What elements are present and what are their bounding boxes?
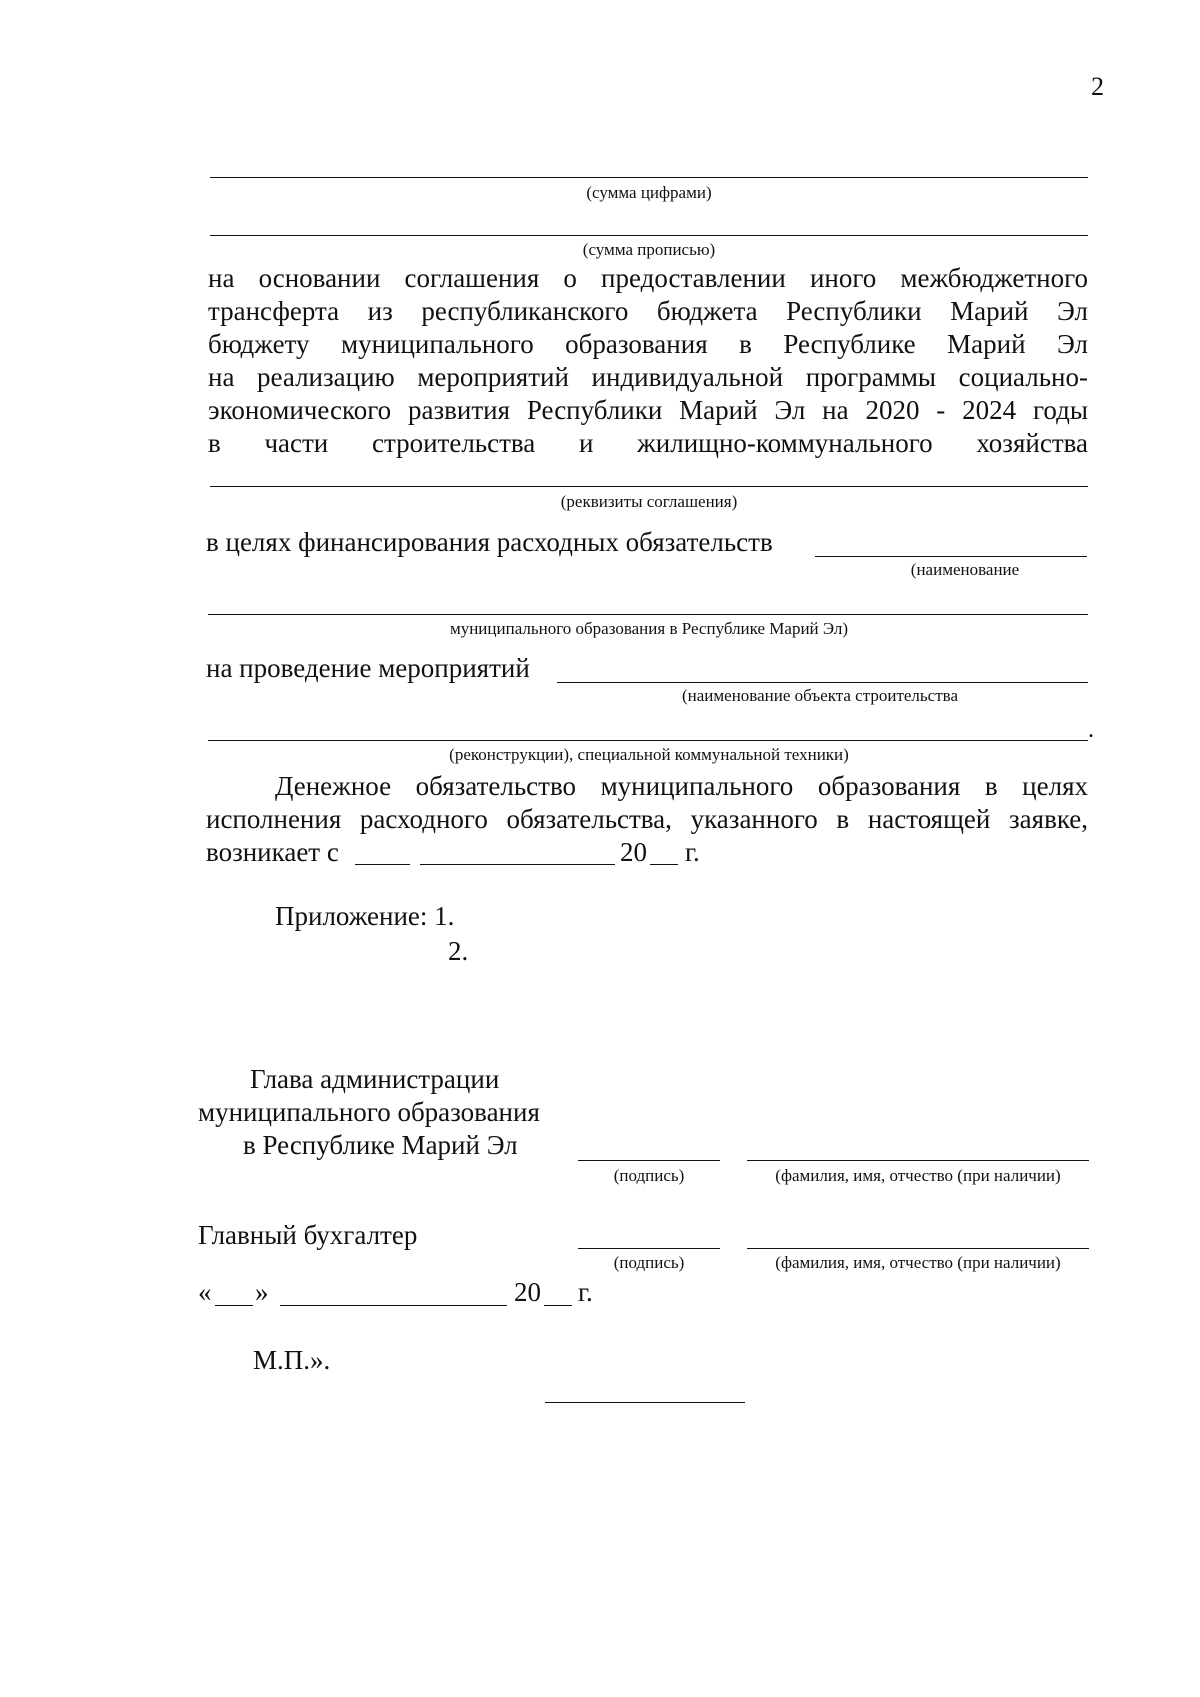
head-fio-line	[747, 1160, 1089, 1161]
obligation-prefix: возникает с	[206, 837, 339, 867]
basis-line-1: на основании соглашения о предоставлении иного межбюджетного	[208, 263, 1088, 293]
head-signature-caption: (подпись)	[613, 1166, 685, 1185]
events-caption-2: (реконструкции), специальной коммунальной техники)	[449, 745, 849, 764]
events-text: на проведение мероприятий	[206, 653, 530, 683]
appendix-item-2: 2.	[448, 936, 469, 966]
date-year-line	[544, 1305, 572, 1306]
head-title-line-2: муниципального образования	[198, 1097, 540, 1127]
amount-words-caption: (сумма прописью)	[582, 240, 716, 259]
events-object-line	[557, 682, 1088, 683]
closing-rule	[545, 1402, 745, 1403]
accountant-signature-caption: (подпись)	[613, 1253, 685, 1272]
obligation-year-line	[650, 864, 678, 865]
stamp-place: М.П.».	[253, 1345, 331, 1375]
head-title-line-1: Глава администрации	[250, 1064, 500, 1094]
date-open-quote: «	[198, 1277, 212, 1307]
obligation-line-1: Денежное обязательство муниципального образования в целях	[275, 771, 1088, 801]
head-fio-caption: (фамилия, имя, отчество (при наличии)	[775, 1166, 1061, 1185]
head-title-line-3: в Республике Марий Эл	[243, 1130, 518, 1160]
agreement-caption: (реквизиты соглашения)	[560, 492, 738, 511]
date-close-quote: »	[255, 1277, 269, 1307]
amount-words-line	[210, 235, 1088, 236]
obligation-month-line	[420, 864, 615, 865]
financing-name-line	[815, 556, 1087, 557]
basis-line-2: трансферта из республиканского бюджета Республики Марий Эл	[208, 296, 1088, 326]
events-caption-1: (наименование объекта строительства	[682, 686, 958, 705]
date-day-line	[215, 1305, 253, 1306]
page-number: 2	[1091, 72, 1104, 101]
financing-caption-1: (наименование	[910, 560, 1020, 579]
basis-line-4: на реализацию мероприятий индивидуальной программы социально-	[208, 362, 1088, 392]
accountant-fio-caption: (фамилия, имя, отчество (при наличии)	[775, 1253, 1061, 1272]
events-object-line-2	[208, 740, 1088, 741]
amount-digits-line	[210, 177, 1088, 178]
financing-text: в целях финансирования расходных обязательств	[206, 527, 773, 557]
agreement-line	[210, 486, 1088, 487]
accountant-fio-line	[747, 1248, 1089, 1249]
obligation-suffix: г.	[685, 837, 700, 867]
obligation-line-2: исполнения расходного обязательства, указанного в настоящей заявке,	[206, 804, 1088, 834]
appendix-label: Приложение: 1.	[275, 901, 455, 931]
financing-name-line-2	[208, 614, 1088, 615]
obligation-year: 20	[620, 837, 647, 867]
basis-line-6: в части строительства и жилищно-коммунального хозяйства	[208, 428, 1088, 458]
basis-line-5: экономического развития Республики Марий Эл на 2020 - 2024 годы	[208, 395, 1088, 425]
accountant-title: Главный бухгалтер	[198, 1220, 418, 1250]
basis-line-3: бюджету муниципального образования в Республике Марий Эл	[208, 329, 1088, 359]
head-signature-line	[578, 1160, 720, 1161]
amount-digits-caption: (сумма цифрами)	[586, 183, 712, 202]
date-month-line	[280, 1305, 507, 1306]
financing-caption-2: муниципального образования в Республике Марий Эл)	[449, 619, 849, 638]
accountant-signature-line	[578, 1248, 720, 1249]
date-suffix: г.	[578, 1277, 593, 1307]
obligation-day-line	[355, 864, 410, 865]
date-year: 20	[514, 1277, 541, 1307]
events-trailing-dot: .	[1088, 717, 1094, 743]
